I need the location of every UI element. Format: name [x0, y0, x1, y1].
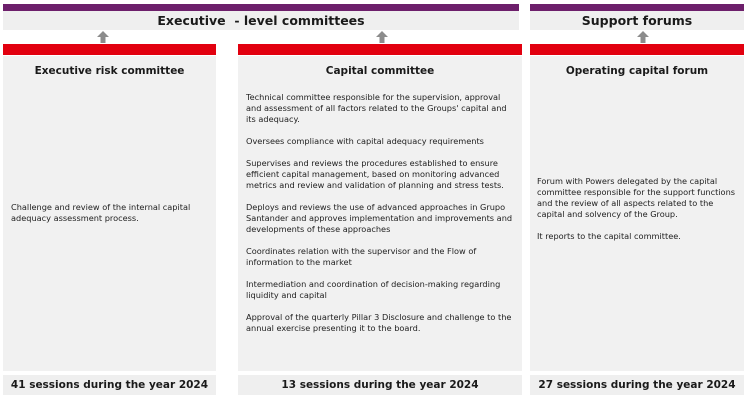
capital-committee-sessions: 13 sessions during the year 2024	[238, 375, 522, 395]
executive-level-committees-header: Executive - level committees	[3, 11, 519, 30]
panel-description	[537, 176, 740, 253]
description-paragraph: Technical committee responsible for the supervision, approval and assessment of all factors related to the Groups' capital and its adequacy.	[246, 92, 507, 124]
support-header-accent-bar	[530, 4, 744, 11]
operating-capital-forum-panel	[530, 56, 744, 371]
description-paragraph: Supervises and reviews the procedures established to ensure efficient capital management, based on monitoring advanced metrics and review and validation of planning and stress tests.	[246, 158, 504, 190]
panel-description	[246, 92, 516, 345]
panel-title: Capital committee	[325, 65, 435, 77]
description-paragraph: Challenge and review of the internal capital adequacy assessment process.	[11, 202, 191, 223]
executive-risk-committee-panel	[3, 56, 216, 371]
description-paragraph: Approval of the quarterly Pillar 3 Disclosure and challenge to the annual exercise presenting it to the board.	[246, 312, 512, 333]
up-arrow-icon	[637, 31, 649, 43]
up-arrow-icon	[376, 31, 388, 43]
operating-capital-forum-sessions: 27 sessions during the year 2024	[530, 375, 744, 395]
support-forums-header: Support forums	[530, 11, 744, 30]
description-paragraph: Forum with Powers delegated by the capital committee responsible for the support functions and the review of all aspects related to the capital and solvency of the Group.	[537, 176, 736, 219]
description-paragraph: Coordinates relation with the supervisor and the Flow of information to the market	[246, 246, 477, 267]
description-paragraph: Intermediation and coordination of decision-making regarding liquidity and capital	[246, 279, 501, 300]
executive-risk-committee-sessions: 41 sessions during the year 2024	[3, 375, 216, 395]
description-paragraph: Oversees compliance with capital adequacy requirements	[246, 136, 484, 146]
panel-title: Executive risk committee	[34, 65, 185, 77]
executive-risk-committee-accent-bar	[3, 44, 216, 55]
executive-header-accent-bar	[3, 4, 519, 11]
description-paragraph: Deploys and reviews the use of advanced approaches in Grupo Santander and approves implementation and improvements and developments of these approaches	[246, 202, 513, 234]
panel-title: Operating capital forum	[565, 65, 709, 77]
description-paragraph: It reports to the capital committee.	[537, 231, 681, 241]
operating-capital-forum-accent-bar	[530, 44, 744, 55]
capital-committee-accent-bar	[238, 44, 522, 55]
up-arrow-icon	[97, 31, 109, 43]
capital-committee-panel	[238, 56, 522, 371]
panel-description	[11, 202, 211, 235]
